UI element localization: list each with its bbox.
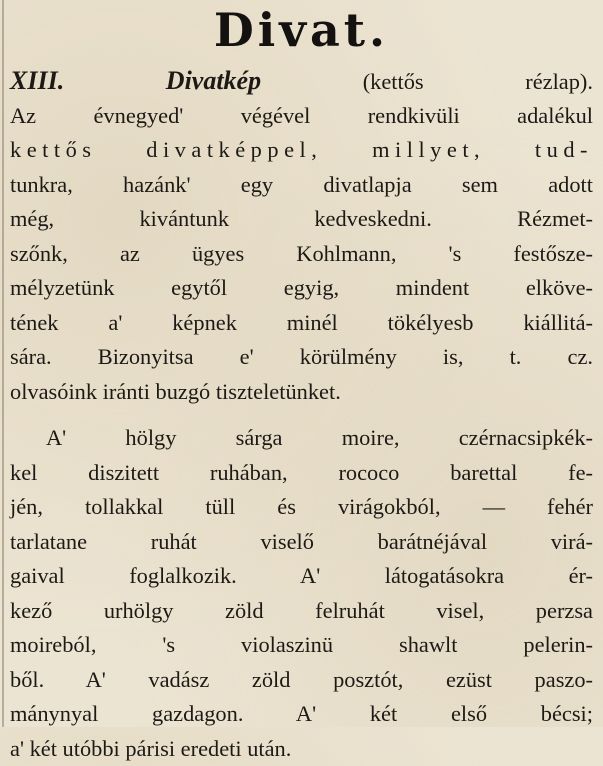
paragraph-1-line: szőnk, az ügyes Kohlmann, 's festősze- <box>10 237 593 272</box>
paragraph-2-line: jén, tollakkal tüll és virágokból, — fehér <box>10 490 593 525</box>
paragraph-2-line: kel diszitett ruhában, rococo barettal fe- <box>10 456 593 491</box>
paragraph-1-line: tének a' képnek minél tökélyesb kiállitá- <box>10 306 593 341</box>
article-subtitle: (kettős rézlap). <box>261 69 593 94</box>
article-title-line <box>10 64 593 99</box>
paragraph-2-line: gaival foglalkozik. A' látogatásokra ér- <box>10 559 593 594</box>
paragraph-1-line: olvasóink iránti buzgó tiszteletünket. <box>10 375 593 410</box>
article-body <box>10 64 593 766</box>
paragraph-2-line: moireból, 's violaszinü shawlt pelerin- <box>10 628 593 663</box>
paragraph-2-line: kező urhölgy zöld felruhát visel, perzsa <box>10 594 593 629</box>
paragraph-2-line: mánynyal gazdagon. A' két első bécsi; <box>10 697 593 732</box>
paragraph-2-line: tarlatane ruhát viselő barátnéjával virá- <box>10 525 593 560</box>
paragraph-1-line: tunkra, hazánk' egy divatlapja sem adott <box>10 168 593 203</box>
paragraph-2-line: a' két utóbbi párisi eredeti után. <box>10 732 593 766</box>
article-number: XIII. <box>10 66 64 95</box>
paragraph-2-line: A' hölgy sárga moire, czérnacsipkék- <box>10 421 593 456</box>
paragraph-2-line: ből. A' vadász zöld posztót, ezüst paszo- <box>10 663 593 698</box>
paragraph-1-line: Az évnegyed' végével rendkivüli adalékul <box>10 99 593 134</box>
paragraph-1-line: mélyzetünk egytől egyig, mindent elköve- <box>10 271 593 306</box>
paragraph-gap <box>10 409 593 421</box>
paragraph-1-line: sára. Bizonyitsa e' körülmény is, t. cz. <box>10 340 593 375</box>
section-heading: Divat. <box>0 2 603 58</box>
paragraph-1-line: kettős divatképpel, millyet, tud- <box>10 133 593 168</box>
column-rule <box>2 0 4 727</box>
paragraph-1-line: még, kivántunk kedveskedni. Rézmet- <box>10 202 593 237</box>
article-title: Divatkép <box>166 66 261 95</box>
